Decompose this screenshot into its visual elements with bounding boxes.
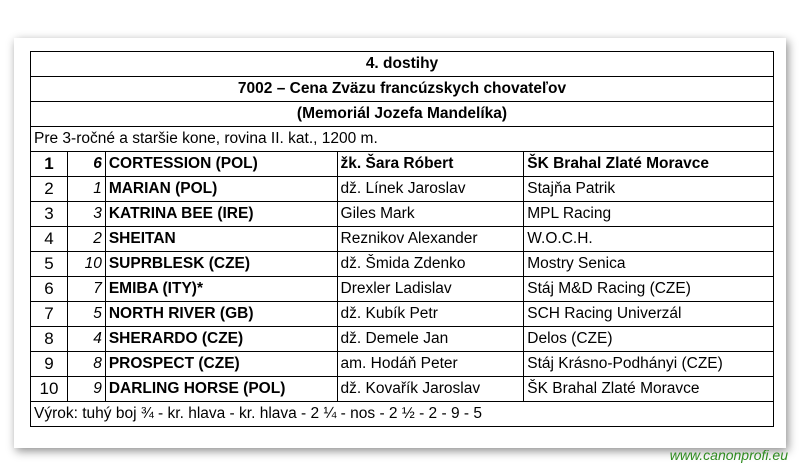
horse-name: SUPRBLESK (CZE) xyxy=(105,252,337,277)
race-results-table xyxy=(30,51,774,427)
horse-name: CORTESSION (POL) xyxy=(105,152,337,177)
race-name-row xyxy=(31,77,774,102)
jockey-name: Giles Mark xyxy=(337,202,524,227)
start-number: 10 xyxy=(67,252,105,277)
start-number: 2 xyxy=(67,227,105,252)
finish-position: 2 xyxy=(31,177,68,202)
start-number: 8 xyxy=(67,352,105,377)
finish-position: 5 xyxy=(31,252,68,277)
race-memorial: (Memoriál Jozefa Mandelíka) xyxy=(31,102,774,127)
jockey-name: dž. Demele Jan xyxy=(337,327,524,352)
horse-name: DARLING HORSE (POL) xyxy=(105,377,337,402)
horse-name: MARIAN (POL) xyxy=(105,177,337,202)
watermark-credit: www.canonprofi.eu xyxy=(669,447,788,463)
owner-name: ŠK Brahal Zlaté Moravce xyxy=(524,152,774,177)
result-row xyxy=(31,302,774,327)
result-row xyxy=(31,327,774,352)
owner-name: Delos (CZE) xyxy=(524,327,774,352)
jockey-name: dž. Kovařík Jaroslav xyxy=(337,377,524,402)
result-row xyxy=(31,177,774,202)
finish-position: 1 xyxy=(31,152,68,177)
horse-name: EMIBA (ITY)* xyxy=(105,277,337,302)
jockey-name: am. Hodáň Peter xyxy=(337,352,524,377)
race-name: 7002 – Cena Zväzu francúzskych chovateľov xyxy=(31,77,774,102)
result-row xyxy=(31,252,774,277)
owner-name: Mostry Senica xyxy=(524,252,774,277)
horse-name: SHEITAN xyxy=(105,227,337,252)
finish-position: 9 xyxy=(31,352,68,377)
jockey-name: dž. Šmida Zdenko xyxy=(337,252,524,277)
owner-name: W.O.C.H. xyxy=(524,227,774,252)
jockey-name: dž. Kubík Petr xyxy=(337,302,524,327)
finish-position: 7 xyxy=(31,302,68,327)
start-number: 1 xyxy=(67,177,105,202)
owner-name: Stáj Krásno-Podhányi (CZE) xyxy=(524,352,774,377)
result-row xyxy=(31,277,774,302)
finish-position: 10 xyxy=(31,377,68,402)
result-row xyxy=(31,202,774,227)
start-number: 3 xyxy=(67,202,105,227)
finish-position: 4 xyxy=(31,227,68,252)
result-row xyxy=(31,377,774,402)
start-number: 9 xyxy=(67,377,105,402)
race-margins-row xyxy=(31,402,774,427)
race-number: 4. dostihy xyxy=(31,52,774,77)
result-row xyxy=(31,352,774,377)
start-number: 5 xyxy=(67,302,105,327)
jockey-name: Drexler Ladislav xyxy=(337,277,524,302)
finish-position: 3 xyxy=(31,202,68,227)
start-number: 6 xyxy=(67,152,105,177)
owner-name: MPL Racing xyxy=(524,202,774,227)
race-memorial-row xyxy=(31,102,774,127)
horse-name: NORTH RIVER (GB) xyxy=(105,302,337,327)
owner-name: SCH Racing Univerzál xyxy=(524,302,774,327)
jockey-name: Reznikov Alexander xyxy=(337,227,524,252)
jockey-name: žk. Šara Róbert xyxy=(337,152,524,177)
owner-name: ŠK Brahal Zlaté Moravce xyxy=(524,377,774,402)
start-number: 7 xyxy=(67,277,105,302)
result-row xyxy=(31,227,774,252)
race-conditions-row xyxy=(31,127,774,152)
finish-position: 6 xyxy=(31,277,68,302)
horse-name: PROSPECT (CZE) xyxy=(105,352,337,377)
start-number: 4 xyxy=(67,327,105,352)
horse-name: KATRINA BEE (IRE) xyxy=(105,202,337,227)
horse-name: SHERARDO (CZE) xyxy=(105,327,337,352)
race-margins: Výrok: tuhý boj ¾ - kr. hlava - kr. hlava - 2 ¼ - nos - 2 ½ - 2 - 9 - 5 xyxy=(31,402,774,427)
race-conditions: Pre 3-ročné a staršie kone, rovina II. kat., 1200 m. xyxy=(31,127,774,152)
owner-name: Stajňa Patrik xyxy=(524,177,774,202)
race-number-row xyxy=(31,52,774,77)
jockey-name: dž. Línek Jaroslav xyxy=(337,177,524,202)
owner-name: Stáj M&D Racing (CZE) xyxy=(524,277,774,302)
result-row xyxy=(31,152,774,177)
finish-position: 8 xyxy=(31,327,68,352)
